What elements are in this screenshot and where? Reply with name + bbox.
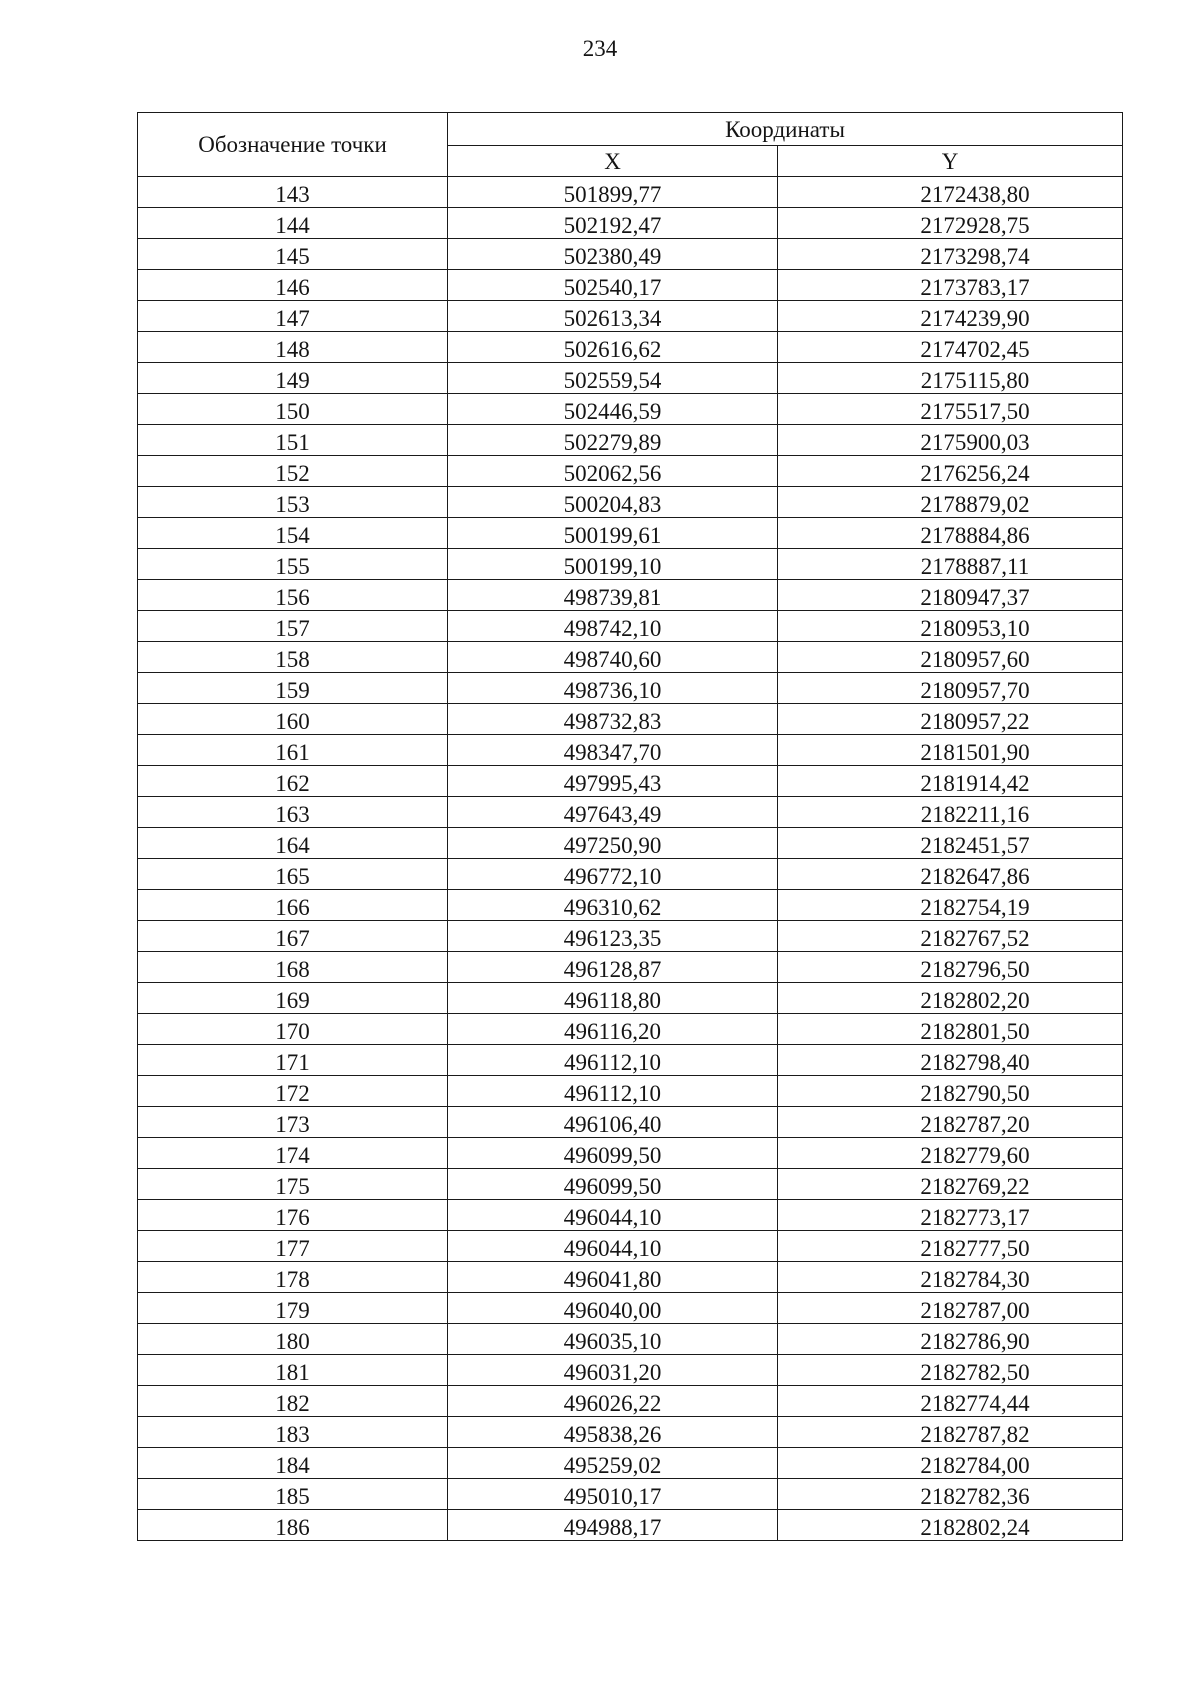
point-cell: 161 bbox=[138, 735, 448, 766]
table-row bbox=[138, 890, 1123, 921]
table-row bbox=[138, 1386, 1123, 1417]
point-cell: 147 bbox=[138, 301, 448, 332]
y-coordinate-cell: 2182782,36 bbox=[778, 1479, 1123, 1510]
table-row bbox=[138, 921, 1123, 952]
x-coordinate-cell: 498742,10 bbox=[448, 611, 778, 642]
x-coordinate-cell: 496044,10 bbox=[448, 1200, 778, 1231]
y-coordinate-cell: 2180957,60 bbox=[778, 642, 1123, 673]
x-coordinate-cell: 496099,50 bbox=[448, 1138, 778, 1169]
x-coordinate-cell: 496112,10 bbox=[448, 1076, 778, 1107]
y-coordinate-cell: 2173783,17 bbox=[778, 270, 1123, 301]
x-coordinate-cell: 502380,49 bbox=[448, 239, 778, 270]
y-coordinate-cell: 2182796,50 bbox=[778, 952, 1123, 983]
x-coordinate-cell: 497643,49 bbox=[448, 797, 778, 828]
table-row bbox=[138, 735, 1123, 766]
table-row bbox=[138, 549, 1123, 580]
x-coordinate-cell: 501899,77 bbox=[448, 177, 778, 208]
table-row bbox=[138, 983, 1123, 1014]
point-cell: 169 bbox=[138, 983, 448, 1014]
table-row bbox=[138, 580, 1123, 611]
table-row bbox=[138, 642, 1123, 673]
x-coordinate-cell: 502540,17 bbox=[448, 270, 778, 301]
y-coordinate-cell: 2182802,24 bbox=[778, 1510, 1123, 1541]
y-coordinate-cell: 2175517,50 bbox=[778, 394, 1123, 425]
point-cell: 166 bbox=[138, 890, 448, 921]
point-cell: 143 bbox=[138, 177, 448, 208]
point-cell: 160 bbox=[138, 704, 448, 735]
y-coordinate-cell: 2182798,40 bbox=[778, 1045, 1123, 1076]
x-coordinate-cell: 502616,62 bbox=[448, 332, 778, 363]
x-coordinate-cell: 496031,20 bbox=[448, 1355, 778, 1386]
x-coordinate-cell: 495010,17 bbox=[448, 1479, 778, 1510]
table-row bbox=[138, 611, 1123, 642]
point-cell: 172 bbox=[138, 1076, 448, 1107]
table-row bbox=[138, 952, 1123, 983]
table-row bbox=[138, 1510, 1123, 1541]
y-coordinate-cell: 2181501,90 bbox=[778, 735, 1123, 766]
table-row bbox=[138, 1138, 1123, 1169]
x-coordinate-cell: 496106,40 bbox=[448, 1107, 778, 1138]
point-cell: 181 bbox=[138, 1355, 448, 1386]
table-row bbox=[138, 1045, 1123, 1076]
y-coordinate-cell: 2182647,86 bbox=[778, 859, 1123, 890]
point-cell: 185 bbox=[138, 1479, 448, 1510]
point-cell: 186 bbox=[138, 1510, 448, 1541]
y-coordinate-cell: 2172928,75 bbox=[778, 208, 1123, 239]
table-row bbox=[138, 363, 1123, 394]
x-coordinate-cell: 502192,47 bbox=[448, 208, 778, 239]
table-row bbox=[138, 1076, 1123, 1107]
point-cell: 167 bbox=[138, 921, 448, 952]
table-row bbox=[138, 1417, 1123, 1448]
y-coordinate-cell: 2180957,70 bbox=[778, 673, 1123, 704]
y-coordinate-cell: 2175115,80 bbox=[778, 363, 1123, 394]
y-coordinate-cell: 2182801,50 bbox=[778, 1014, 1123, 1045]
y-coordinate-cell: 2182774,44 bbox=[778, 1386, 1123, 1417]
table-row bbox=[138, 208, 1123, 239]
x-coordinate-cell: 496035,10 bbox=[448, 1324, 778, 1355]
point-cell: 168 bbox=[138, 952, 448, 983]
point-cell: 176 bbox=[138, 1200, 448, 1231]
table-row bbox=[138, 1448, 1123, 1479]
x-coordinate-cell: 494988,17 bbox=[448, 1510, 778, 1541]
table-row bbox=[138, 704, 1123, 735]
table-row bbox=[138, 270, 1123, 301]
y-coordinate-cell: 2182782,50 bbox=[778, 1355, 1123, 1386]
point-cell: 164 bbox=[138, 828, 448, 859]
x-coordinate-cell: 497995,43 bbox=[448, 766, 778, 797]
table-row bbox=[138, 1355, 1123, 1386]
x-coordinate-cell: 502446,59 bbox=[448, 394, 778, 425]
y-coordinate-cell: 2182784,00 bbox=[778, 1448, 1123, 1479]
y-coordinate-cell: 2172438,80 bbox=[778, 177, 1123, 208]
table-row bbox=[138, 487, 1123, 518]
x-coordinate-cell: 502559,54 bbox=[448, 363, 778, 394]
y-coordinate-cell: 2174702,45 bbox=[778, 332, 1123, 363]
table-row bbox=[138, 1262, 1123, 1293]
x-coordinate-cell: 500204,83 bbox=[448, 487, 778, 518]
table-row bbox=[138, 1324, 1123, 1355]
point-cell: 170 bbox=[138, 1014, 448, 1045]
x-coordinate-cell: 498732,83 bbox=[448, 704, 778, 735]
point-cell: 145 bbox=[138, 239, 448, 270]
y-coordinate-cell: 2173298,74 bbox=[778, 239, 1123, 270]
table-row bbox=[138, 1479, 1123, 1510]
point-cell: 178 bbox=[138, 1262, 448, 1293]
table-row bbox=[138, 859, 1123, 890]
point-cell: 177 bbox=[138, 1231, 448, 1262]
table-row bbox=[138, 425, 1123, 456]
point-cell: 148 bbox=[138, 332, 448, 363]
x-coordinate-cell: 496099,50 bbox=[448, 1169, 778, 1200]
x-coordinate-cell: 502062,56 bbox=[448, 456, 778, 487]
x-coordinate-cell: 498347,70 bbox=[448, 735, 778, 766]
y-coordinate-cell: 2176256,24 bbox=[778, 456, 1123, 487]
y-coordinate-cell: 2182211,16 bbox=[778, 797, 1123, 828]
point-cell: 183 bbox=[138, 1417, 448, 1448]
point-cell: 175 bbox=[138, 1169, 448, 1200]
x-coordinate-cell: 502613,34 bbox=[448, 301, 778, 332]
table-row bbox=[138, 1200, 1123, 1231]
y-coordinate-cell: 2178884,86 bbox=[778, 518, 1123, 549]
x-coordinate-cell: 502279,89 bbox=[448, 425, 778, 456]
y-coordinate-cell: 2182787,82 bbox=[778, 1417, 1123, 1448]
y-coordinate-cell: 2182787,20 bbox=[778, 1107, 1123, 1138]
x-coordinate-cell: 496040,00 bbox=[448, 1293, 778, 1324]
y-coordinate-cell: 2182773,17 bbox=[778, 1200, 1123, 1231]
point-cell: 165 bbox=[138, 859, 448, 890]
point-cell: 146 bbox=[138, 270, 448, 301]
y-coordinate-cell: 2174239,90 bbox=[778, 301, 1123, 332]
table-row bbox=[138, 1293, 1123, 1324]
y-coordinate-cell: 2181914,42 bbox=[778, 766, 1123, 797]
point-cell: 151 bbox=[138, 425, 448, 456]
table-row bbox=[138, 673, 1123, 704]
y-coordinate-cell: 2178879,02 bbox=[778, 487, 1123, 518]
y-coordinate-cell: 2182767,52 bbox=[778, 921, 1123, 952]
header-y: Y bbox=[778, 146, 1123, 177]
table-row bbox=[138, 766, 1123, 797]
table-row bbox=[138, 239, 1123, 270]
x-coordinate-cell: 496118,80 bbox=[448, 983, 778, 1014]
y-coordinate-cell: 2182786,90 bbox=[778, 1324, 1123, 1355]
y-coordinate-cell: 2180947,37 bbox=[778, 580, 1123, 611]
y-coordinate-cell: 2182769,22 bbox=[778, 1169, 1123, 1200]
x-coordinate-cell: 500199,10 bbox=[448, 549, 778, 580]
point-cell: 157 bbox=[138, 611, 448, 642]
header-x: X bbox=[448, 146, 778, 177]
table-body bbox=[138, 177, 1123, 1541]
point-cell: 149 bbox=[138, 363, 448, 394]
point-cell: 184 bbox=[138, 1448, 448, 1479]
y-coordinate-cell: 2182790,50 bbox=[778, 1076, 1123, 1107]
y-coordinate-cell: 2182787,00 bbox=[778, 1293, 1123, 1324]
header-point-designation: Обозначение точки bbox=[138, 113, 448, 177]
x-coordinate-cell: 498740,60 bbox=[448, 642, 778, 673]
y-coordinate-cell: 2182784,30 bbox=[778, 1262, 1123, 1293]
point-cell: 180 bbox=[138, 1324, 448, 1355]
point-cell: 150 bbox=[138, 394, 448, 425]
table-row bbox=[138, 797, 1123, 828]
table-row bbox=[138, 177, 1123, 208]
table-row bbox=[138, 332, 1123, 363]
x-coordinate-cell: 496044,10 bbox=[448, 1231, 778, 1262]
point-cell: 159 bbox=[138, 673, 448, 704]
y-coordinate-cell: 2182451,57 bbox=[778, 828, 1123, 859]
table-row bbox=[138, 394, 1123, 425]
y-coordinate-cell: 2180957,22 bbox=[778, 704, 1123, 735]
point-cell: 182 bbox=[138, 1386, 448, 1417]
table-row bbox=[138, 518, 1123, 549]
point-cell: 144 bbox=[138, 208, 448, 239]
table-row bbox=[138, 1231, 1123, 1262]
x-coordinate-cell: 496116,20 bbox=[448, 1014, 778, 1045]
table-row bbox=[138, 1107, 1123, 1138]
x-coordinate-cell: 496772,10 bbox=[448, 859, 778, 890]
point-cell: 163 bbox=[138, 797, 448, 828]
y-coordinate-cell: 2182802,20 bbox=[778, 983, 1123, 1014]
x-coordinate-cell: 496310,62 bbox=[448, 890, 778, 921]
x-coordinate-cell: 496041,80 bbox=[448, 1262, 778, 1293]
x-coordinate-cell: 500199,61 bbox=[448, 518, 778, 549]
x-coordinate-cell: 496123,35 bbox=[448, 921, 778, 952]
point-cell: 153 bbox=[138, 487, 448, 518]
point-cell: 154 bbox=[138, 518, 448, 549]
coordinates-table bbox=[137, 112, 1123, 1541]
x-coordinate-cell: 495259,02 bbox=[448, 1448, 778, 1479]
point-cell: 158 bbox=[138, 642, 448, 673]
x-coordinate-cell: 495838,26 bbox=[448, 1417, 778, 1448]
point-cell: 171 bbox=[138, 1045, 448, 1076]
y-coordinate-cell: 2182754,19 bbox=[778, 890, 1123, 921]
header-coordinates: Координаты bbox=[448, 113, 1123, 146]
x-coordinate-cell: 496112,10 bbox=[448, 1045, 778, 1076]
point-cell: 173 bbox=[138, 1107, 448, 1138]
y-coordinate-cell: 2180953,10 bbox=[778, 611, 1123, 642]
point-cell: 179 bbox=[138, 1293, 448, 1324]
table-row bbox=[138, 456, 1123, 487]
table-row bbox=[138, 301, 1123, 332]
y-coordinate-cell: 2175900,03 bbox=[778, 425, 1123, 456]
x-coordinate-cell: 498736,10 bbox=[448, 673, 778, 704]
table-row bbox=[138, 1014, 1123, 1045]
point-cell: 156 bbox=[138, 580, 448, 611]
point-cell: 174 bbox=[138, 1138, 448, 1169]
x-coordinate-cell: 496026,22 bbox=[448, 1386, 778, 1417]
x-coordinate-cell: 497250,90 bbox=[448, 828, 778, 859]
x-coordinate-cell: 498739,81 bbox=[448, 580, 778, 611]
page-number: 234 bbox=[582, 36, 618, 61]
y-coordinate-cell: 2178887,11 bbox=[778, 549, 1123, 580]
point-cell: 152 bbox=[138, 456, 448, 487]
y-coordinate-cell: 2182777,50 bbox=[778, 1231, 1123, 1262]
point-cell: 162 bbox=[138, 766, 448, 797]
table-header bbox=[138, 113, 1123, 177]
point-cell: 155 bbox=[138, 549, 448, 580]
table-row bbox=[138, 1169, 1123, 1200]
y-coordinate-cell: 2182779,60 bbox=[778, 1138, 1123, 1169]
table-row bbox=[138, 828, 1123, 859]
x-coordinate-cell: 496128,87 bbox=[448, 952, 778, 983]
